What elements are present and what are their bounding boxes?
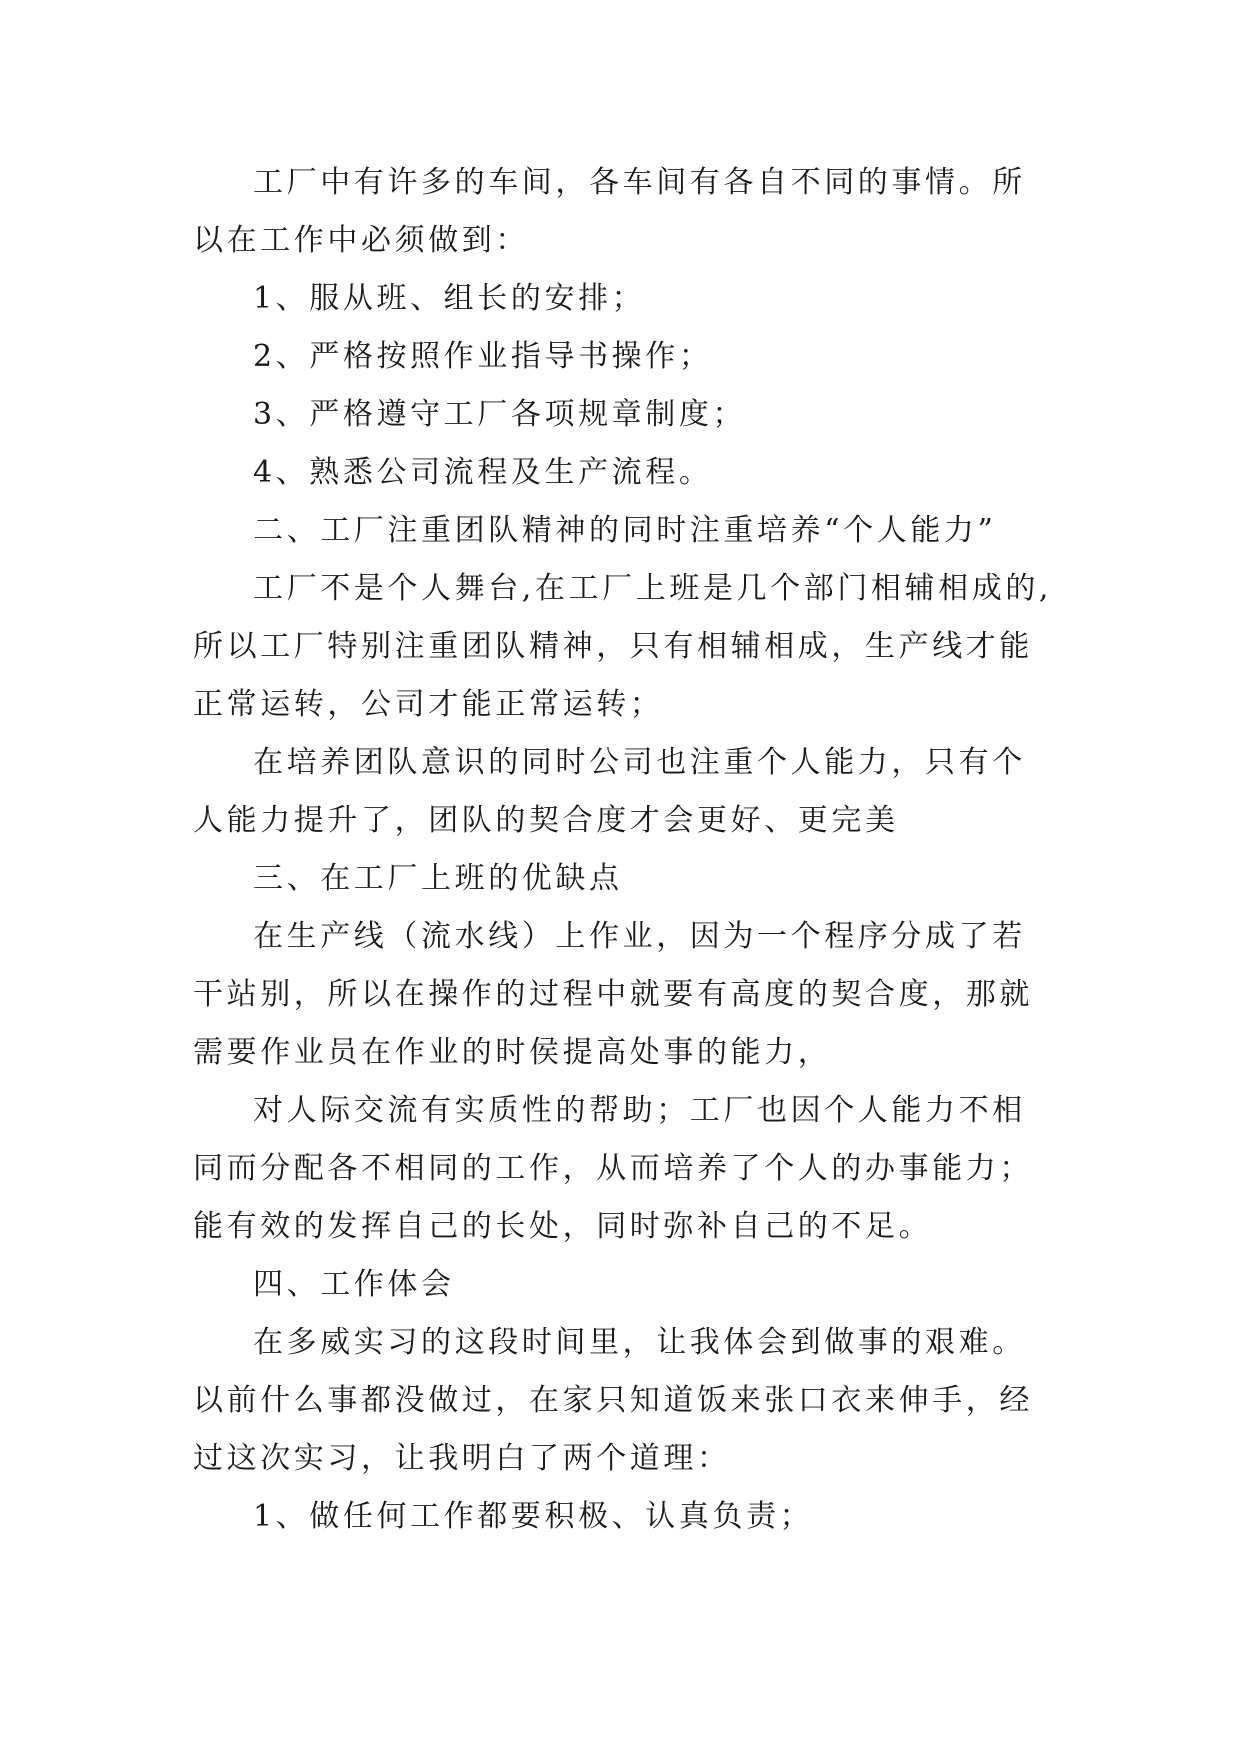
paragraph-teamwork: 工厂不是个人舞台,在工厂上班是几个部门相辅相成的,所以工厂特别注重团队精神，只有相辅相成，生产线才能正常运转，公司才能正常运转； <box>193 571 1053 722</box>
document-body <box>193 154 1055 1546</box>
paragraph-intro: 工厂中有许多的车间，各车间有各自不同的事情。所以在工作中必须做到： <box>193 165 1026 258</box>
paragraph-experience: 在多威实习的这段时间里，让我体会到做事的艰难。以前什么事都没做过，在家只知道饭来张口衣来伸手，经过这次实习，让我明白了两个道理： <box>193 1325 1033 1476</box>
section-heading-3: 三、在工厂上班的优缺点 <box>253 861 623 896</box>
list-item-lesson-1: 1、做任何工作都要积极、认真负责； <box>253 1499 814 1534</box>
list-item-4: 4、熟悉公司流程及生产流程。 <box>253 455 713 490</box>
section-heading-2: 二、工厂注重团队精神的同时注重培养“个人能力” <box>253 513 997 548</box>
list-item-1: 1、服从班、组长的安排； <box>253 281 646 316</box>
list-item-2: 2、严格按照作业指导书操作； <box>253 339 713 374</box>
paragraph-personal-ability: 在培养团队意识的同时公司也注重个人能力，只有个人能力提升了，团队的契合度才会更好、更完美 <box>193 745 1026 838</box>
list-item-3: 3、严格遵守工厂各项规章制度； <box>253 397 747 432</box>
section-heading-4: 四、工作体会 <box>253 1267 455 1302</box>
paragraph-production-line: 在生产线（流水线）上作业，因为一个程序分成了若干站别，所以在操作的过程中就要有高度的契合度，那就需要作业员在作业的时侯提高处事的能力， <box>193 919 1033 1070</box>
paragraph-communication: 对人际交流有实质性的帮助；工厂也因个人能力不相同而分配各不相同的工作，从而培养了个人的办事能力；能有效的发挥自己的长处，同时弥补自己的不足。 <box>193 1093 1033 1244</box>
